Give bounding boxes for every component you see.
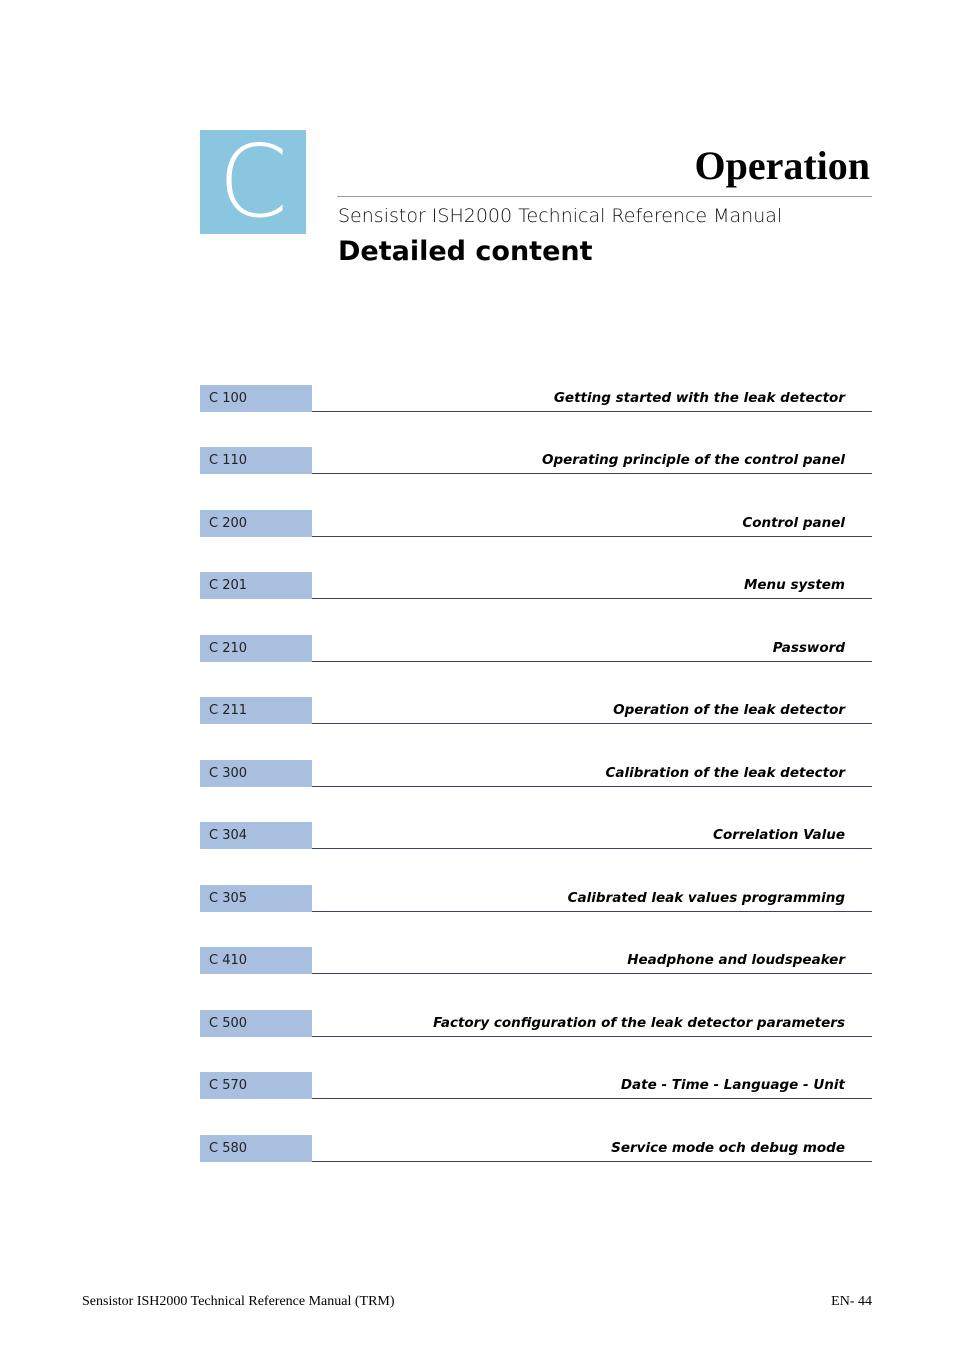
toc-divider <box>312 1098 872 1099</box>
toc-entry[interactable] <box>200 510 872 538</box>
toc-title[interactable]: Calibrated leak values programming <box>567 890 845 906</box>
toc-title[interactable]: Date - Time - Language - Unit <box>620 1077 845 1093</box>
manual-subtitle: Sensistor ISH2000 Technical Reference Manual <box>338 205 783 227</box>
toc-entry[interactable] <box>200 447 872 475</box>
toc-entry[interactable] <box>200 697 872 725</box>
toc-divider <box>312 911 872 912</box>
toc-title[interactable]: Menu system <box>743 577 845 593</box>
chapter-title: Operation <box>694 143 870 188</box>
toc-title[interactable]: Getting started with the leak detector <box>553 390 845 406</box>
toc-entry[interactable] <box>200 885 872 913</box>
toc-title[interactable]: Factory configuration of the leak detector parameters <box>433 1015 845 1031</box>
toc-entry[interactable] <box>200 1072 872 1100</box>
toc-divider <box>312 473 872 474</box>
toc-divider <box>312 723 872 724</box>
toc-title[interactable]: Headphone and loudspeaker <box>627 952 845 968</box>
toc-code: C 500 <box>200 1010 312 1037</box>
toc-entry[interactable] <box>200 822 872 850</box>
toc-code: C 304 <box>200 822 312 849</box>
toc-entry[interactable] <box>200 1010 872 1038</box>
toc-entry[interactable] <box>200 385 872 413</box>
toc-entry[interactable] <box>200 572 872 600</box>
section-heading: Detailed content <box>338 236 593 267</box>
toc-title[interactable]: Service mode och debug mode <box>611 1140 845 1156</box>
toc-divider <box>312 411 872 412</box>
toc-code: C 201 <box>200 572 312 599</box>
toc-code: C 570 <box>200 1072 312 1099</box>
toc-divider <box>312 1036 872 1037</box>
toc-code: C 211 <box>200 697 312 724</box>
toc-title[interactable]: Control panel <box>742 515 845 531</box>
toc-code: C 210 <box>200 635 312 662</box>
toc-entry[interactable] <box>200 760 872 788</box>
toc-code: C 580 <box>200 1135 312 1162</box>
toc-divider <box>312 536 872 537</box>
toc-title[interactable]: Operation of the leak detector <box>613 702 845 718</box>
toc-divider <box>312 973 872 974</box>
chapter-badge <box>200 123 306 240</box>
toc-title[interactable]: Operating principle of the control panel <box>542 452 845 468</box>
toc-entry[interactable] <box>200 635 872 663</box>
toc-code: C 200 <box>200 510 312 537</box>
footer-manual-title: Sensistor ISH2000 Technical Reference Manual (TRM) <box>82 1294 395 1309</box>
toc-title[interactable]: Calibration of the leak detector <box>605 765 845 781</box>
toc-code: C 300 <box>200 760 312 787</box>
toc-code: C 305 <box>200 885 312 912</box>
toc-title[interactable]: Password <box>772 640 845 656</box>
toc-divider <box>312 598 872 599</box>
toc-entry[interactable] <box>200 1135 872 1163</box>
toc-divider <box>312 786 872 787</box>
toc-entry[interactable] <box>200 947 872 975</box>
chapter-letter: C <box>218 123 288 240</box>
toc-divider <box>312 848 872 849</box>
toc-code: C 100 <box>200 385 312 412</box>
toc-code: C 410 <box>200 947 312 974</box>
toc-divider <box>312 1161 872 1162</box>
title-divider <box>337 196 872 197</box>
footer-page-number: EN- 44 <box>831 1294 872 1309</box>
toc-divider <box>312 661 872 662</box>
toc-title[interactable]: Correlation Value <box>713 827 845 843</box>
toc-code: C 110 <box>200 447 312 474</box>
